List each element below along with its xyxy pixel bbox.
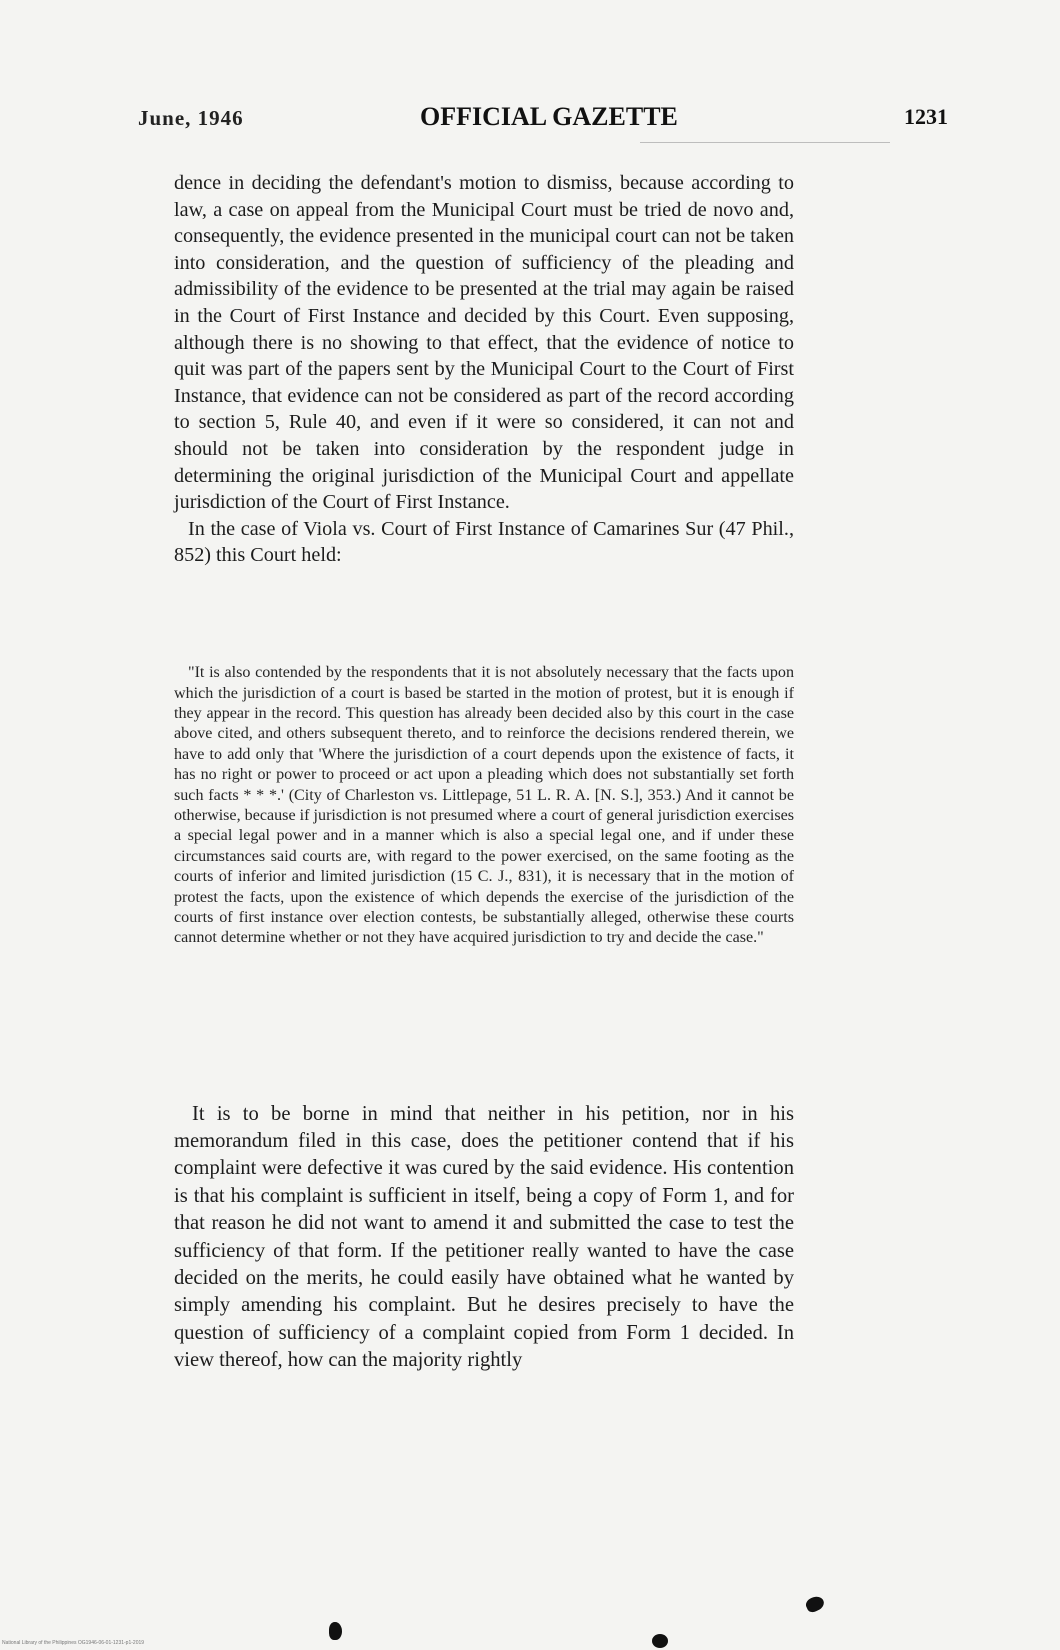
paragraph-2: In the case of Viola vs. Court of First Instance of Camarines Sur (47 Phil., 852) this Court held: bbox=[174, 517, 794, 567]
page-header bbox=[138, 100, 948, 136]
body-text-top bbox=[174, 170, 794, 569]
ink-blot-mark bbox=[329, 1622, 342, 1640]
ink-blot-mark bbox=[804, 1594, 826, 1614]
paragraph-1: dence in deciding the defendant's motion to dismiss, because according to law, a case on appeal from the Municipal Court must be tried de novo and, consequently, the evidence presented in the municipal court can not be taken into consideration, and the question of sufficiency of the pleading and admissibility of the evidence to be presented at the trial may again be raised in the Court of First Instance and decided by this Court. Even supposing, although there is no showing to that effect, that the evidence of notice to quit was part of the papers sent by the Municipal Court to the Court of First Instance, that evidence can not be considered as part of the record according to section 5, Rule 40, and even if it were so considered, it can not and should not be taken into consideration by the respondent judge in determining the original jurisdiction of the Municipal Court and appellate jurisdiction of the Court of First Instance. bbox=[174, 172, 794, 514]
header-page-number: 1231 bbox=[904, 104, 948, 129]
scan-credit: National Library of the Philippines OG1946-06-01-1231-p1-2019 bbox=[2, 1640, 145, 1646]
header-date: June, 1946 bbox=[138, 106, 244, 130]
block-quote: "It is also contended by the respondents that it is not absolutely necessary that the facts upon which the jurisdiction of a court is based be started in the motion of protest, but it is enough if they appear in the record. This question has already been decided also by this court in the case above cited, and others subsequent thereto, and to reinforce the decisions rendered therein, we have to add only that 'Where the jurisdiction of a court depends upon the existence of facts, it has no right or power to proceed or act upon a pleading which does not substantially set forth such facts * * *.' (City of Charleston vs. Littlepage, 51 L. R. A. [N. S.], 353.) And it cannot be otherwise, because if jurisdiction is not presumed where a court of general jurisdiction exercises a special legal power and in a manner which is also a special legal one, and if under these circumstances said courts are, with regard to the power exercised, on the same footing as the courts of inferior and limited jurisdiction (15 C. J., 831), it is necessary that in the motion of protest the facts, upon the existence of which depends the exercise of the jurisdiction of the courts of first instance over election contests, be substantially alleged, otherwise these courts cannot determine whether or not they have acquired jurisdiction to try and decide the case." bbox=[174, 664, 794, 947]
header-rule bbox=[640, 142, 890, 143]
paragraph-3: It is to be borne in mind that neither in his petition, nor in his memorandum filed in this case, does the petitioner contend that if his complaint were defective it was cured by the said evidence. His contention is that his complaint is sufficient in itself, being a copy of Form 1, and for that reason he did not want to amend it and submitted the case to test the sufficiency of that form. If the petitioner really wanted to have the case decided on the merits, he could easily have obtained what he wanted by simply amending his complaint. But he desires precisely to have the question of sufficiency of a complaint copied from Form 1 decided. In view thereof, how can the majority rightly bbox=[174, 1102, 794, 1372]
ink-blot-mark bbox=[652, 1634, 668, 1648]
header-title: OFFICIAL GAZETTE bbox=[420, 102, 678, 131]
